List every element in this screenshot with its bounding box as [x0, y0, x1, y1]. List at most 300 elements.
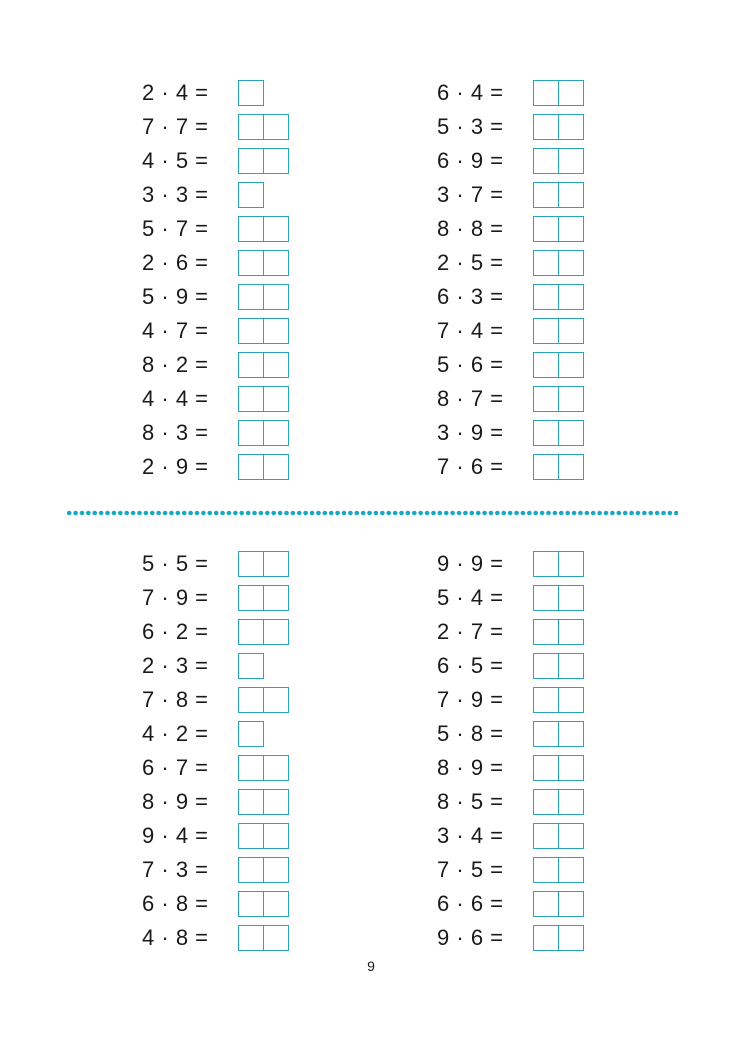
answer-digit-box[interactable]	[559, 857, 584, 883]
factor-b: 9	[175, 454, 189, 479]
answer-digit-box[interactable]	[238, 551, 264, 577]
answer-digit-box[interactable]	[533, 891, 559, 917]
multiply-sign: ·	[449, 318, 471, 343]
answer-digit-box[interactable]	[533, 386, 559, 412]
factor-b: 5	[470, 250, 484, 275]
answer-boxes[interactable]	[533, 789, 584, 815]
answer-digit-box[interactable]	[238, 619, 264, 645]
answer-boxes[interactable]	[238, 755, 289, 781]
answer-boxes[interactable]	[533, 318, 584, 344]
answer-boxes[interactable]	[238, 284, 289, 310]
factor-a: 2	[142, 80, 155, 105]
answer-digit-box[interactable]	[238, 80, 264, 106]
answer-digit-box[interactable]	[533, 148, 559, 174]
exercise-row	[437, 146, 584, 176]
multiplication-expression	[437, 112, 533, 142]
answer-digit-box[interactable]	[238, 216, 264, 242]
answer-boxes[interactable]	[533, 721, 584, 747]
factor-a: 9	[142, 823, 155, 848]
equals-sign: =	[483, 386, 504, 411]
answer-digit-box[interactable]	[264, 891, 289, 917]
answer-digit-box[interactable]	[264, 619, 289, 645]
multiply-sign: ·	[449, 114, 471, 139]
multiplication-expression	[437, 685, 533, 715]
equals-sign: =	[483, 284, 504, 309]
answer-boxes[interactable]	[533, 182, 584, 208]
multiply-sign: ·	[154, 386, 176, 411]
multiply-sign: ·	[154, 619, 176, 644]
equals-sign: =	[188, 789, 209, 814]
equals-sign: =	[483, 925, 504, 950]
answer-digit-box[interactable]	[559, 182, 584, 208]
multiply-sign: ·	[154, 551, 176, 576]
answer-boxes[interactable]	[238, 585, 289, 611]
multiplication-expression	[142, 685, 238, 715]
answer-digit-box[interactable]	[238, 653, 264, 679]
answer-boxes[interactable]	[238, 318, 289, 344]
factor-a: 8	[142, 789, 155, 814]
answer-digit-box[interactable]	[533, 182, 559, 208]
answer-digit-box[interactable]	[238, 386, 264, 412]
answer-digit-box[interactable]	[533, 619, 559, 645]
factor-b: 5	[175, 148, 189, 173]
multiply-sign: ·	[449, 721, 471, 746]
factor-b: 6	[470, 891, 484, 916]
answer-digit-box[interactable]	[238, 148, 264, 174]
multiplication-expression	[437, 923, 533, 953]
answer-digit-box[interactable]	[559, 925, 584, 951]
multiplication-expression	[142, 146, 238, 176]
answer-digit-box[interactable]	[238, 891, 264, 917]
answer-digit-box[interactable]	[533, 585, 559, 611]
multiply-sign: ·	[154, 114, 176, 139]
multiply-sign: ·	[449, 250, 471, 275]
answer-digit-box[interactable]	[533, 352, 559, 378]
answer-boxes[interactable]	[238, 182, 264, 208]
answer-boxes[interactable]	[533, 420, 584, 446]
answer-digit-box[interactable]	[533, 318, 559, 344]
factor-a: 7	[142, 857, 155, 882]
answer-digit-box[interactable]	[238, 182, 264, 208]
factor-b: 9	[175, 284, 189, 309]
factor-a: 2	[142, 653, 155, 678]
multiplication-expression	[437, 787, 533, 817]
multiplication-expression	[142, 78, 238, 108]
multiplication-expression	[142, 384, 238, 414]
factor-b: 4	[175, 386, 189, 411]
answer-digit-box[interactable]	[559, 148, 584, 174]
answer-boxes[interactable]	[238, 653, 264, 679]
factor-b: 9	[470, 687, 484, 712]
answer-digit-box[interactable]	[559, 352, 584, 378]
answer-digit-box[interactable]	[264, 687, 289, 713]
answer-digit-box[interactable]	[559, 454, 584, 480]
answer-digit-box[interactable]	[264, 352, 289, 378]
answer-digit-box[interactable]	[238, 687, 264, 713]
exercise-row	[142, 651, 264, 681]
multiplication-expression	[142, 112, 238, 142]
answer-digit-box[interactable]	[264, 925, 289, 951]
exercise-row	[437, 753, 584, 783]
answer-digit-box[interactable]	[533, 284, 559, 310]
answer-digit-box[interactable]	[238, 857, 264, 883]
answer-digit-box[interactable]	[559, 250, 584, 276]
answer-digit-box[interactable]	[559, 284, 584, 310]
multiply-sign: ·	[449, 182, 471, 207]
exercise-row	[142, 719, 264, 749]
equals-sign: =	[188, 386, 209, 411]
answer-digit-box[interactable]	[238, 789, 264, 815]
factor-b: 2	[175, 721, 189, 746]
exercise-row	[142, 617, 289, 647]
answer-digit-box[interactable]	[533, 687, 559, 713]
answer-digit-box[interactable]	[533, 250, 559, 276]
multiply-sign: ·	[154, 755, 176, 780]
answer-boxes[interactable]	[238, 619, 289, 645]
equals-sign: =	[483, 420, 504, 445]
factor-a: 7	[437, 857, 450, 882]
factor-a: 3	[437, 182, 450, 207]
factor-a: 2	[142, 454, 155, 479]
answer-digit-box[interactable]	[264, 454, 289, 480]
answer-boxes[interactable]	[533, 250, 584, 276]
exercise-row	[437, 821, 584, 851]
factor-a: 3	[437, 420, 450, 445]
factor-a: 9	[437, 551, 450, 576]
factor-b: 7	[175, 318, 189, 343]
factor-a: 5	[142, 216, 155, 241]
multiplication-expression	[142, 282, 238, 312]
answer-digit-box[interactable]	[238, 755, 264, 781]
factor-b: 8	[175, 925, 189, 950]
answer-boxes[interactable]	[533, 352, 584, 378]
answer-digit-box[interactable]	[264, 420, 289, 446]
exercise-row	[437, 112, 584, 142]
multiply-sign: ·	[154, 250, 176, 275]
answer-digit-box[interactable]	[559, 687, 584, 713]
equals-sign: =	[483, 216, 504, 241]
answer-digit-box[interactable]	[533, 857, 559, 883]
factor-b: 4	[470, 80, 484, 105]
answer-boxes[interactable]	[533, 216, 584, 242]
answer-digit-box[interactable]	[559, 216, 584, 242]
multiply-sign: ·	[154, 454, 176, 479]
dotted-divider	[66, 510, 678, 516]
exercise-row	[437, 651, 584, 681]
multiplication-expression	[437, 452, 533, 482]
multiply-sign: ·	[449, 386, 471, 411]
equals-sign: =	[483, 721, 504, 746]
exercise-row	[142, 78, 264, 108]
answer-boxes[interactable]	[238, 721, 264, 747]
answer-digit-box[interactable]	[533, 721, 559, 747]
answer-boxes[interactable]	[238, 420, 289, 446]
answer-digit-box[interactable]	[559, 420, 584, 446]
answer-digit-box[interactable]	[238, 352, 264, 378]
exercise-row	[437, 78, 584, 108]
exercise-section-bottom	[0, 549, 742, 949]
answer-boxes[interactable]	[533, 891, 584, 917]
answer-digit-box[interactable]	[533, 454, 559, 480]
exercise-row	[437, 583, 584, 613]
answer-boxes[interactable]	[238, 352, 289, 378]
multiply-sign: ·	[449, 925, 471, 950]
factor-a: 8	[437, 789, 450, 814]
multiplication-expression	[142, 248, 238, 278]
answer-boxes[interactable]	[533, 687, 584, 713]
answer-boxes[interactable]	[238, 386, 289, 412]
multiply-sign: ·	[449, 891, 471, 916]
answer-digit-box[interactable]	[264, 551, 289, 577]
factor-b: 7	[470, 619, 484, 644]
exercise-row	[142, 923, 289, 953]
answer-digit-box[interactable]	[559, 318, 584, 344]
answer-boxes[interactable]	[238, 789, 289, 815]
answer-digit-box[interactable]	[533, 755, 559, 781]
exercise-row	[142, 753, 289, 783]
equals-sign: =	[188, 721, 209, 746]
equals-sign: =	[188, 318, 209, 343]
answer-digit-box[interactable]	[264, 789, 289, 815]
answer-digit-box[interactable]	[238, 585, 264, 611]
multiplication-expression	[142, 214, 238, 244]
answer-digit-box[interactable]	[238, 721, 264, 747]
answer-digit-box[interactable]	[559, 789, 584, 815]
multiplication-expression	[437, 146, 533, 176]
factor-a: 7	[437, 454, 450, 479]
equals-sign: =	[188, 585, 209, 610]
answer-boxes[interactable]	[238, 857, 289, 883]
answer-boxes[interactable]	[238, 687, 289, 713]
answer-digit-box[interactable]	[264, 823, 289, 849]
multiply-sign: ·	[154, 284, 176, 309]
equals-sign: =	[188, 619, 209, 644]
answer-digit-box[interactable]	[238, 284, 264, 310]
multiply-sign: ·	[449, 551, 471, 576]
multiply-sign: ·	[154, 653, 176, 678]
answer-digit-box[interactable]	[533, 216, 559, 242]
equals-sign: =	[483, 857, 504, 882]
exercise-row	[142, 214, 289, 244]
multiplication-expression	[142, 549, 238, 579]
factor-a: 7	[437, 318, 450, 343]
multiplication-expression	[437, 549, 533, 579]
answer-digit-box[interactable]	[533, 80, 559, 106]
answer-digit-box[interactable]	[533, 653, 559, 679]
answer-boxes[interactable]	[533, 823, 584, 849]
answer-digit-box[interactable]	[264, 284, 289, 310]
answer-digit-box[interactable]	[559, 653, 584, 679]
answer-boxes[interactable]	[533, 653, 584, 679]
answer-digit-box[interactable]	[533, 420, 559, 446]
answer-boxes[interactable]	[238, 925, 289, 951]
exercise-row	[142, 418, 289, 448]
answer-boxes[interactable]	[238, 454, 289, 480]
answer-boxes[interactable]	[533, 80, 584, 106]
factor-a: 7	[437, 687, 450, 712]
answer-digit-box[interactable]	[238, 454, 264, 480]
answer-digit-box[interactable]	[264, 386, 289, 412]
answer-digit-box[interactable]	[238, 250, 264, 276]
factor-b: 9	[175, 585, 189, 610]
exercise-row	[437, 418, 584, 448]
multiplication-expression	[437, 214, 533, 244]
multiply-sign: ·	[154, 148, 176, 173]
exercise-row	[142, 350, 289, 380]
exercise-row	[142, 889, 289, 919]
factor-b: 6	[470, 925, 484, 950]
answer-boxes[interactable]	[533, 619, 584, 645]
answer-digit-box[interactable]	[238, 420, 264, 446]
factor-a: 6	[437, 80, 450, 105]
factor-b: 8	[470, 721, 484, 746]
answer-digit-box[interactable]	[533, 789, 559, 815]
factor-a: 5	[437, 721, 450, 746]
answer-digit-box[interactable]	[238, 318, 264, 344]
equals-sign: =	[483, 114, 504, 139]
answer-boxes[interactable]	[238, 80, 264, 106]
multiplication-expression	[437, 282, 533, 312]
equals-sign: =	[483, 585, 504, 610]
factor-b: 8	[175, 891, 189, 916]
multiplication-expression	[437, 719, 533, 749]
answer-digit-box[interactable]	[559, 386, 584, 412]
multiply-sign: ·	[449, 216, 471, 241]
multiply-sign: ·	[154, 420, 176, 445]
exercise-row	[142, 787, 289, 817]
answer-boxes[interactable]	[533, 857, 584, 883]
answer-digit-box[interactable]	[533, 551, 559, 577]
equals-sign: =	[188, 891, 209, 916]
answer-digit-box[interactable]	[264, 318, 289, 344]
answer-digit-box[interactable]	[264, 148, 289, 174]
answer-boxes[interactable]	[533, 551, 584, 577]
multiply-sign: ·	[449, 352, 471, 377]
factor-a: 5	[437, 114, 450, 139]
equals-sign: =	[188, 653, 209, 678]
factor-a: 8	[142, 420, 155, 445]
factor-b: 4	[175, 80, 189, 105]
answer-digit-box[interactable]	[238, 114, 264, 140]
answer-boxes[interactable]	[533, 454, 584, 480]
factor-a: 8	[142, 352, 155, 377]
answer-digit-box[interactable]	[264, 250, 289, 276]
answer-boxes[interactable]	[238, 823, 289, 849]
answer-digit-box[interactable]	[264, 216, 289, 242]
answer-digit-box[interactable]	[559, 619, 584, 645]
factor-a: 6	[437, 653, 450, 678]
answer-digit-box[interactable]	[533, 925, 559, 951]
exercise-row	[142, 384, 289, 414]
exercise-row	[142, 316, 289, 346]
answer-digit-box[interactable]	[238, 823, 264, 849]
answer-digit-box[interactable]	[559, 551, 584, 577]
answer-digit-box[interactable]	[238, 925, 264, 951]
factor-b: 9	[470, 755, 484, 780]
answer-digit-box[interactable]	[559, 891, 584, 917]
answer-digit-box[interactable]	[264, 585, 289, 611]
answer-digit-box[interactable]	[559, 755, 584, 781]
equals-sign: =	[483, 755, 504, 780]
answer-boxes[interactable]	[238, 551, 289, 577]
factor-b: 3	[175, 182, 189, 207]
multiply-sign: ·	[154, 891, 176, 916]
factor-a: 6	[142, 891, 155, 916]
factor-a: 6	[437, 891, 450, 916]
answer-boxes[interactable]	[533, 386, 584, 412]
answer-boxes[interactable]	[533, 585, 584, 611]
answer-digit-box[interactable]	[559, 114, 584, 140]
answer-digit-box[interactable]	[533, 823, 559, 849]
multiply-sign: ·	[449, 755, 471, 780]
multiplication-expression	[142, 787, 238, 817]
exercise-row	[437, 719, 584, 749]
factor-b: 6	[470, 454, 484, 479]
factor-a: 2	[437, 619, 450, 644]
factor-b: 3	[470, 284, 484, 309]
answer-digit-box[interactable]	[264, 114, 289, 140]
factor-b: 5	[175, 551, 189, 576]
multiply-sign: ·	[154, 789, 176, 814]
answer-boxes[interactable]	[533, 148, 584, 174]
equals-sign: =	[483, 789, 504, 814]
exercise-row	[142, 112, 289, 142]
multiplication-expression	[142, 719, 238, 749]
factor-b: 9	[470, 551, 484, 576]
answer-boxes[interactable]	[533, 925, 584, 951]
answer-digit-box[interactable]	[559, 721, 584, 747]
answer-digit-box[interactable]	[559, 823, 584, 849]
answer-digit-box[interactable]	[533, 114, 559, 140]
exercise-row	[437, 282, 584, 312]
factor-b: 3	[175, 420, 189, 445]
answer-digit-box[interactable]	[559, 585, 584, 611]
multiply-sign: ·	[154, 925, 176, 950]
answer-boxes[interactable]	[238, 114, 289, 140]
answer-digit-box[interactable]	[559, 80, 584, 106]
factor-a: 5	[437, 352, 450, 377]
answer-boxes[interactable]	[238, 250, 289, 276]
multiply-sign: ·	[154, 823, 176, 848]
answer-boxes[interactable]	[238, 216, 289, 242]
multiplication-expression	[437, 384, 533, 414]
answer-boxes[interactable]	[238, 148, 289, 174]
factor-a: 5	[437, 585, 450, 610]
answer-boxes[interactable]	[533, 755, 584, 781]
multiplication-expression	[142, 583, 238, 613]
multiplication-expression	[142, 923, 238, 953]
exercise-row	[437, 549, 584, 579]
factor-b: 5	[470, 653, 484, 678]
equals-sign: =	[188, 352, 209, 377]
multiply-sign: ·	[449, 284, 471, 309]
answer-boxes[interactable]	[533, 114, 584, 140]
equals-sign: =	[188, 114, 209, 139]
answer-digit-box[interactable]	[264, 755, 289, 781]
exercise-row	[437, 180, 584, 210]
multiplication-expression	[142, 821, 238, 851]
equals-sign: =	[188, 182, 209, 207]
answer-boxes[interactable]	[533, 284, 584, 310]
multiply-sign: ·	[449, 619, 471, 644]
multiplication-expression	[437, 350, 533, 380]
exercise-row	[142, 583, 289, 613]
multiply-sign: ·	[449, 857, 471, 882]
answer-digit-box[interactable]	[264, 857, 289, 883]
multiplication-expression	[142, 180, 238, 210]
answer-boxes[interactable]	[238, 891, 289, 917]
multiplication-expression	[437, 753, 533, 783]
